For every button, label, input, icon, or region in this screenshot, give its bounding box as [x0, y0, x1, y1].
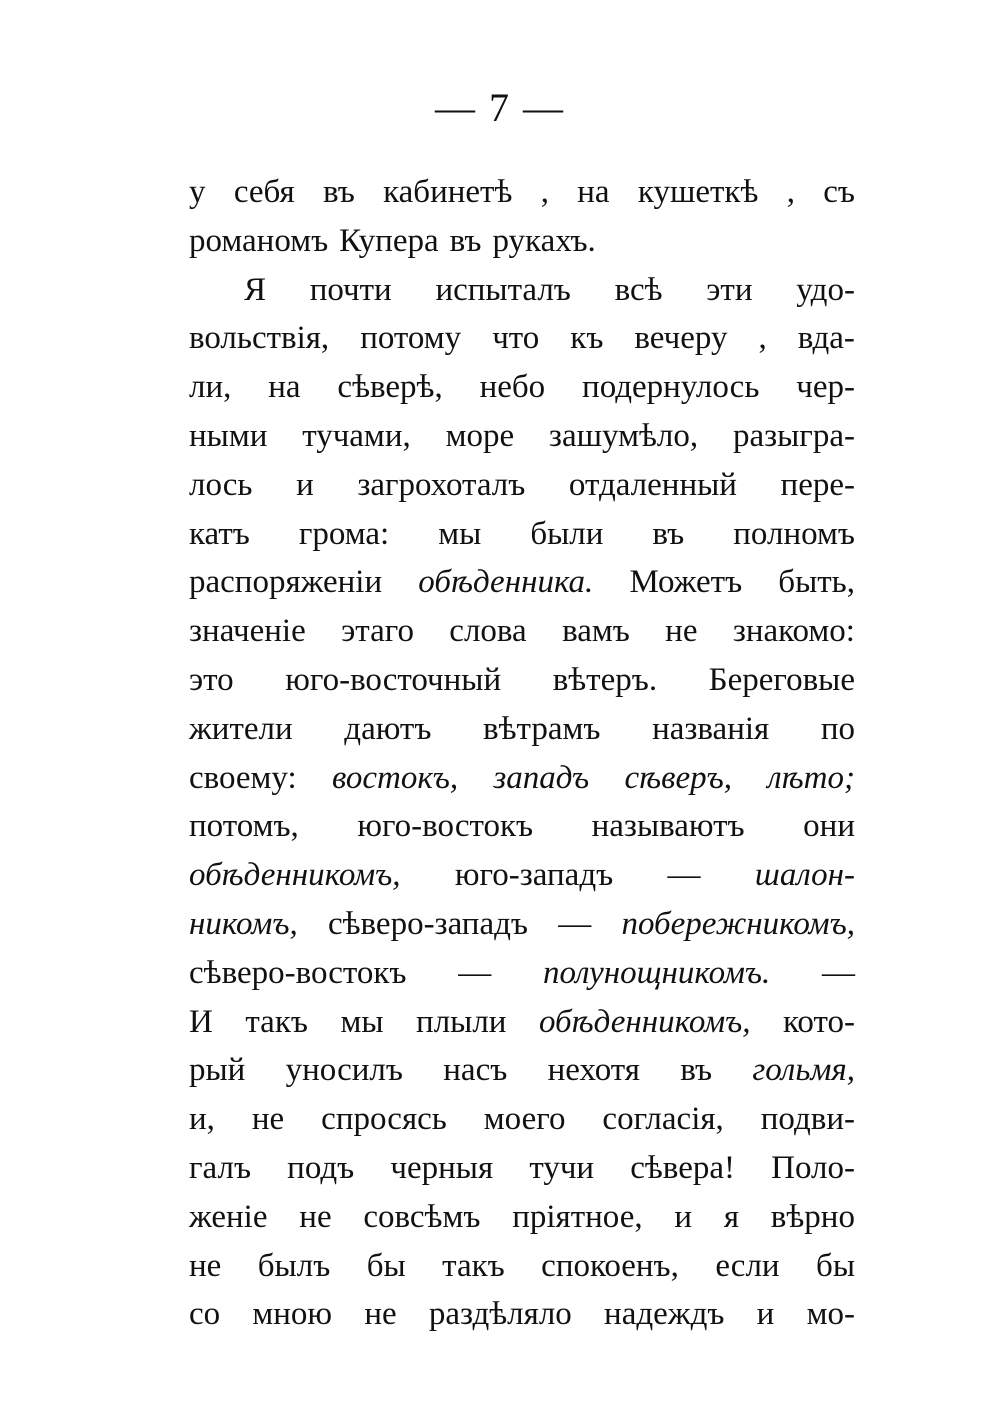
word: почти — [309, 271, 392, 308]
word: мы — [340, 1003, 384, 1040]
word: этаго — [341, 613, 414, 650]
text-line-14 — [189, 802, 855, 851]
word: надеждъ — [604, 1296, 725, 1333]
word: по — [820, 710, 855, 747]
word: насъ — [443, 1052, 508, 1089]
word: ными — [189, 417, 268, 454]
word: себя — [233, 174, 295, 210]
word: кушеткѣ — [637, 174, 759, 210]
italic-word: побережникомъ, — [621, 905, 855, 942]
word: эти — [706, 271, 753, 308]
italic-word: гольмя, — [752, 1052, 855, 1089]
word: не — [251, 1101, 285, 1138]
word: полномъ — [733, 515, 855, 552]
word: сѣверо-востокъ — [189, 954, 407, 991]
italic-word: востокъ, — [331, 759, 459, 796]
word: черныя — [390, 1149, 494, 1186]
word: Береговые — [708, 661, 855, 698]
word: они — [803, 808, 855, 845]
text-line-4 — [189, 314, 855, 363]
word: подви- — [760, 1101, 855, 1138]
text-line-5 — [189, 363, 855, 412]
word: бы — [366, 1247, 406, 1284]
word: своему: — [189, 759, 297, 796]
body-text — [189, 168, 855, 1339]
text-line-12 — [189, 705, 855, 754]
word: со — [189, 1296, 221, 1333]
word: вѣтеръ. — [552, 661, 658, 698]
word: называютъ — [591, 808, 745, 845]
word: удо- — [796, 271, 855, 308]
word: не — [189, 1247, 222, 1284]
text-line-11 — [189, 656, 855, 705]
word: не — [665, 613, 698, 650]
word: слова — [449, 613, 527, 650]
word: что — [492, 320, 540, 357]
word: значеніе — [189, 613, 306, 650]
word: на — [577, 174, 610, 210]
word: знакомо: — [732, 613, 855, 650]
word: женіе — [189, 1198, 268, 1235]
word: вѣтрамъ — [483, 710, 601, 747]
word: мною — [252, 1296, 333, 1333]
text-line-6 — [189, 412, 855, 461]
word: кабинетѣ — [383, 174, 513, 210]
text-line-3 — [189, 266, 855, 315]
word: вѣрно — [770, 1198, 855, 1235]
word: романомъ — [189, 222, 329, 259]
word: въ — [449, 222, 482, 259]
word: испыталъ — [435, 271, 571, 308]
word: И — [189, 1003, 213, 1040]
word: сѣверѣ, — [337, 369, 443, 406]
word: загрохоталъ — [357, 466, 526, 503]
word: всѣ — [614, 271, 663, 308]
word: — — [458, 954, 492, 991]
italic-word: обѣденникомъ, — [189, 857, 401, 894]
word: съ — [823, 174, 855, 210]
text-line-21 — [189, 1144, 855, 1193]
text-line-1 — [189, 168, 855, 217]
word: пріятное, — [512, 1198, 643, 1235]
text-line-20 — [189, 1095, 855, 1144]
word: разыгра- — [732, 417, 855, 454]
word: зашумѣло, — [548, 417, 699, 454]
word: юго-востокъ — [357, 808, 534, 845]
word: — — [822, 954, 855, 991]
word: спросясь — [321, 1101, 447, 1138]
word: были — [530, 515, 604, 552]
word: , — [786, 174, 795, 210]
word: вда- — [797, 320, 855, 357]
word: Я — [244, 271, 267, 308]
word: и — [674, 1198, 693, 1235]
word: быть, — [778, 564, 855, 601]
italic-word: шалон- — [754, 857, 855, 894]
word: раздѣляло — [428, 1296, 572, 1333]
text-line-19 — [189, 1046, 855, 1095]
word: пере- — [780, 466, 855, 503]
word: къ — [570, 320, 604, 357]
italic-word: полунощникомъ. — [542, 954, 771, 991]
word: подернулось — [582, 369, 760, 406]
word: и — [296, 466, 314, 503]
word: если — [715, 1247, 780, 1284]
word: кото- — [783, 1003, 855, 1040]
text-line-2 — [189, 217, 855, 266]
word: лось — [189, 466, 253, 503]
word: ли, — [189, 369, 232, 406]
text-line-7 — [189, 461, 855, 510]
word: моего — [483, 1101, 566, 1138]
word: такъ — [245, 1003, 308, 1040]
word: тучами, — [302, 417, 411, 454]
word: вамъ — [562, 613, 630, 650]
word: такъ — [442, 1247, 505, 1284]
text-line-13 — [189, 754, 855, 803]
text-line-23 — [189, 1242, 855, 1291]
word: на — [268, 369, 301, 406]
word: море — [445, 417, 515, 454]
italic-word: обѣденника. — [418, 564, 594, 601]
word: въ — [680, 1052, 713, 1089]
word: и, — [189, 1101, 215, 1138]
word: Купера — [339, 222, 439, 259]
italic-word: никомъ, — [189, 905, 298, 942]
word: мо- — [806, 1296, 855, 1333]
word: не — [299, 1198, 332, 1235]
text-line-18 — [189, 998, 855, 1047]
word: жители — [189, 710, 293, 747]
word: распоряженіи — [189, 564, 383, 601]
word: Поло- — [771, 1149, 855, 1186]
word: , — [758, 320, 767, 357]
word: я — [723, 1198, 740, 1235]
word: уносилъ — [285, 1052, 403, 1089]
word: рый — [189, 1052, 246, 1089]
word: плыли — [416, 1003, 507, 1040]
word: сѣверо-западъ — [327, 905, 528, 942]
italic-word: лѣто; — [767, 759, 855, 796]
word: чер- — [796, 369, 855, 406]
word: юго-западъ — [454, 857, 614, 894]
word: нехотя — [547, 1052, 640, 1089]
word: въ — [322, 174, 355, 210]
word: сѣвера! — [630, 1149, 735, 1186]
word: потому — [360, 320, 462, 357]
word: и — [756, 1296, 775, 1333]
text-line-15 — [189, 851, 855, 900]
word: согласія, — [602, 1101, 724, 1138]
word: въ — [652, 515, 685, 552]
page-number: — 7 — — [435, 85, 565, 130]
text-line-10 — [189, 607, 855, 656]
word: рукахъ. — [492, 222, 596, 259]
word: — — [558, 905, 592, 942]
text-line-17 — [189, 949, 855, 998]
word: это — [189, 661, 234, 698]
text-line-9 — [189, 558, 855, 607]
italic-word: сѣверъ, — [624, 759, 732, 796]
word: названія — [652, 710, 770, 747]
word: тучи — [529, 1149, 595, 1186]
word: — — [667, 857, 701, 894]
word: даютъ — [344, 710, 432, 747]
word: , — [540, 174, 549, 210]
word: бы — [816, 1247, 855, 1284]
italic-word: западъ — [493, 759, 590, 796]
word: катъ — [189, 515, 250, 552]
word: совсѣмъ — [363, 1198, 481, 1235]
italic-word: обѣденникомъ, — [538, 1003, 751, 1040]
text-line-24 — [189, 1290, 855, 1339]
text-line-16 — [189, 900, 855, 949]
word: не — [364, 1296, 397, 1333]
word: вечеру — [634, 320, 728, 357]
word: у — [189, 174, 206, 210]
word: вольствія, — [189, 320, 330, 357]
word: мы — [438, 515, 482, 552]
word: небо — [479, 369, 546, 406]
text-line-22 — [189, 1193, 855, 1242]
word: галъ — [189, 1149, 252, 1186]
word: подъ — [287, 1149, 355, 1186]
word: юго-восточный — [285, 661, 502, 698]
text-line-8 — [189, 510, 855, 559]
word: Можетъ — [629, 564, 743, 601]
word: спокоенъ, — [541, 1247, 679, 1284]
word: потомъ, — [189, 808, 299, 845]
word: отдаленный — [568, 466, 737, 503]
word: грома: — [298, 515, 390, 552]
word: былъ — [257, 1247, 331, 1284]
